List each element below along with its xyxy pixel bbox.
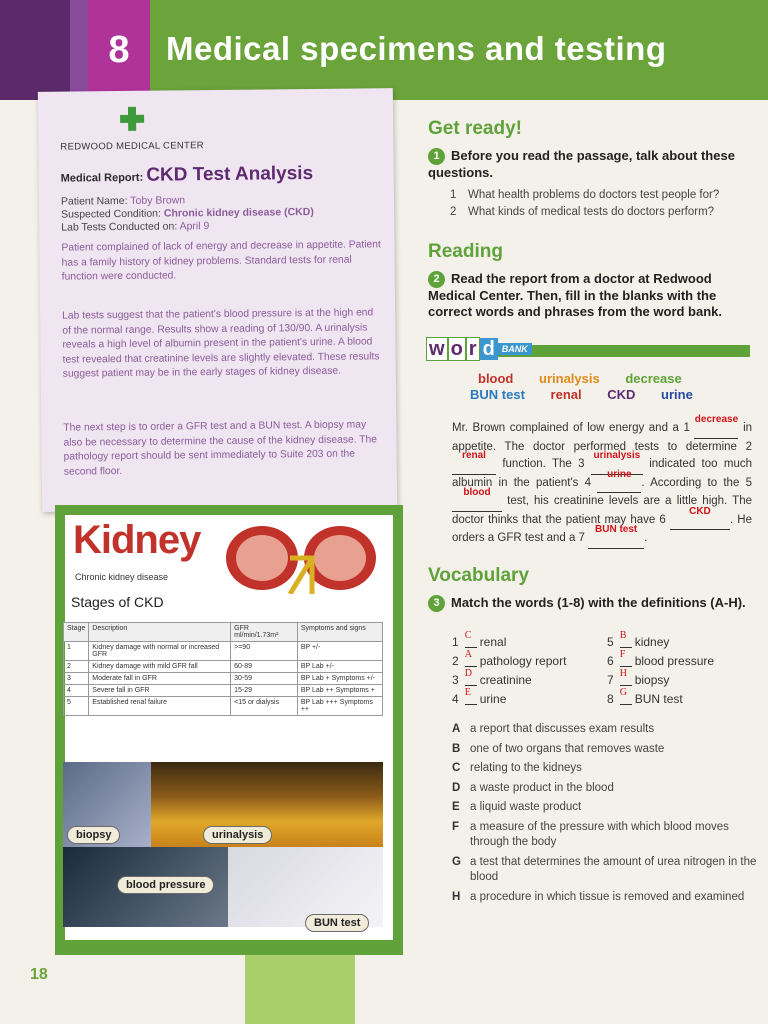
report-paragraph-1: Patient complained of lack of energy and decrease in appetite. Patient has a family history of kidney problems. Standard tests for renal function were conducted. — [61, 239, 381, 283]
vocabulary-section — [428, 565, 758, 612]
table-cell: Established renal failure — [89, 697, 231, 716]
kidney-panel-content — [55, 0, 403, 1024]
page-number: 18 — [30, 966, 48, 983]
table-header: Stage — [64, 623, 89, 642]
reading-passage: Mr. Brown complained of low energy and a 1 decrease in appetite. The doctor performed tests to determine 2 renal function. The 3 urinalysis indicated too much albumin in the patient's 4 urine . According to the 5 blood test, his creatinine levels are a little high. The doctor thinks that the patient may have 6 CKD . He orders a GFR test and a 7 BUN test . — [452, 420, 752, 549]
get-ready-questions — [450, 189, 758, 218]
table-cell: 5 — [64, 697, 89, 716]
definitions-list — [452, 722, 757, 909]
vocab-blank[interactable]: A — [465, 655, 477, 667]
question-3 — [428, 595, 758, 612]
table-header: Symptoms and signs — [297, 623, 382, 642]
medical-photos-collage — [63, 762, 383, 927]
stages-heading: Stages of CKD — [71, 594, 164, 610]
date-label: Lab Tests Conducted on: — [61, 220, 178, 234]
vocab-blank[interactable]: H — [620, 674, 632, 686]
wordbank-word: blood — [478, 371, 514, 386]
vocab-blank[interactable]: D — [465, 674, 477, 686]
table-header: GFR ml/min/1.73m² — [231, 623, 298, 642]
table-cell: 1 — [64, 642, 89, 661]
table-row — [64, 661, 383, 673]
blank-5[interactable]: blood — [452, 493, 502, 512]
urinalysis-tag: urinalysis — [203, 826, 272, 844]
definition-item: H a procedure in which tissue is removed and examined — [452, 890, 745, 903]
vocab-item: 1 C renal — [452, 630, 507, 649]
definition-item: B one of two organs that removes waste — [452, 742, 665, 755]
patient-value: Toby Brown — [130, 194, 186, 207]
biopsy-tag: biopsy — [67, 826, 120, 844]
definition-item: F a measure of the pressure with which blood moves through the body — [452, 820, 729, 848]
chapter-title: Medical specimens and testing — [166, 30, 667, 67]
definition-item: G a test that determines the amount of urea nitrogen in the blood — [452, 855, 757, 883]
definition-item: D a waste product in the blood — [452, 781, 614, 794]
table-cell: <15 or dialysis — [231, 697, 298, 716]
table-cell: Severe fall in GFR — [89, 685, 231, 697]
blank-7[interactable]: BUN test — [588, 530, 644, 549]
table-cell: 15-29 — [231, 685, 298, 697]
vocab-item: 3 D creatinine — [452, 668, 532, 687]
wordbank-word: decrease — [625, 371, 682, 386]
get-ready-section — [428, 118, 758, 223]
blank-2[interactable]: renal — [452, 456, 496, 475]
table-cell: BP Lab + Symptoms +/- — [297, 673, 382, 685]
definition-item: E a liquid waste product — [452, 801, 582, 813]
definition-item: C relating to the kidneys — [452, 762, 582, 774]
table-cell: BP Lab +++ Symptoms ++ — [297, 697, 382, 716]
condition-value: Chronic kidney disease (CKD) — [163, 205, 314, 220]
report-title-text: CKD Test Analysis — [146, 162, 314, 186]
ckd-stages-table — [63, 622, 383, 716]
vocab-blank[interactable]: E — [465, 693, 477, 705]
table-cell: >=90 — [231, 642, 298, 661]
question-number-2: 2 — [428, 271, 445, 288]
blank-3[interactable]: urinalysis — [591, 456, 643, 475]
vocab-item: 5 B kidney — [607, 630, 670, 649]
blank-4[interactable]: urine — [597, 475, 641, 494]
patient-label: Patient Name: — [60, 194, 128, 208]
get-ready-heading: Get ready! — [428, 118, 522, 139]
list-item: 2 What kinds of medical tests do doctors perform? — [450, 206, 715, 218]
question-1-text: Before you read the passage, talk about these questions. — [428, 148, 735, 180]
table-cell: Kidney damage with mild GFR fall — [89, 661, 231, 673]
kidney-title: Kidney — [73, 518, 201, 562]
table-row — [64, 697, 383, 716]
question-2 — [428, 271, 758, 320]
report-center-name: REDWOOD MEDICAL CENTER — [60, 140, 204, 153]
blank-6[interactable]: CKD — [670, 512, 730, 531]
table-cell: BP Lab +/- — [297, 661, 382, 673]
wordbank-word: CKD — [607, 387, 636, 402]
vocab-item: 7 H biopsy — [607, 668, 670, 687]
kidneys-illustration — [220, 522, 382, 594]
condition-label: Suspected Condition: — [61, 207, 161, 221]
table-cell: 30-59 — [231, 673, 298, 685]
question-number-3: 3 — [428, 595, 445, 612]
vocab-item: 6 F blood pressure — [607, 649, 715, 668]
vocab-item: 2 A pathology report — [452, 649, 567, 668]
question-3-text: Match the words (1-8) with the definitions (A-H). — [451, 595, 746, 610]
vocab-blank[interactable]: C — [465, 636, 477, 648]
date-value: April 9 — [179, 220, 210, 233]
table-cell: BP +/- — [297, 642, 382, 661]
table-cell: 60-89 — [231, 661, 298, 673]
question-number-1: 1 — [428, 148, 445, 165]
report-label: Medical Report: — [60, 171, 144, 185]
reading-heading: Reading — [428, 241, 503, 262]
chapter-number: 8 — [108, 28, 130, 71]
vocab-item: 8 G BUN test — [607, 687, 683, 706]
wordbank-row-2 — [470, 387, 693, 402]
wordbank-word: urinalysis — [539, 371, 600, 386]
question-2-text: Read the report from a doctor at Redwood Medical Center. Then, fill in the blanks with the correct words and phrases from the word bank. — [428, 271, 723, 319]
vocabulary-heading: Vocabulary — [428, 565, 530, 586]
table-row — [64, 673, 383, 685]
table-cell: 3 — [64, 673, 89, 685]
bun-test-tag: BUN test — [305, 914, 369, 932]
kidney-subtitle: Chronic kidney disease — [75, 572, 169, 582]
vocab-blank[interactable]: G — [620, 693, 632, 705]
reading-section — [428, 241, 758, 320]
wordbank-word: renal — [550, 387, 582, 402]
table-cell: Kidney damage with normal or increased GFR — [89, 642, 231, 661]
wordbank-word: urine — [661, 387, 693, 402]
table-header: Description — [89, 623, 231, 642]
blood-pressure-tag: blood pressure — [117, 876, 214, 894]
table-cell: 4 — [64, 685, 89, 697]
report-paragraph-3: The next step is to order a GFR test and a BUN test. A biopsy may also be necessary to determine the cause of the kidney disease. The pathology report should be sent immediately to Suite 203 on the second floor. — [63, 419, 378, 478]
table-cell: Moderate fall in GFR — [89, 673, 231, 685]
table-row — [64, 685, 383, 697]
wordbank-row-1 — [478, 371, 682, 386]
table-row — [64, 642, 383, 661]
table-header-row — [64, 623, 383, 642]
vocab-blank[interactable]: F — [620, 655, 632, 667]
definition-item: A a report that discusses exam results — [452, 723, 655, 735]
table-cell: 2 — [64, 661, 89, 673]
wordbank-word: BUN test — [470, 387, 525, 402]
vocab-blank[interactable]: B — [620, 636, 632, 648]
wordbank-logo: w o r d BANK — [426, 338, 532, 361]
blank-1[interactable]: decrease — [694, 420, 738, 439]
table-cell: BP Lab ++ Symptoms + — [297, 685, 382, 697]
vocab-item: 4 E urine — [452, 687, 507, 706]
report-paragraph-2: Lab tests suggest that the patient's blood pressure is at the high end of the normal range. Results show a reading of 130/90. A urinalysis reveals a high level of albumin present in the patient's urine. A blood test revealed that creatinine levels are slightly elevated. These results suggest patient may be in the early stages of kidney disease. — [62, 307, 380, 380]
list-item: 1 What health problems do doctors test people for? — [450, 189, 720, 201]
footer-green-block — [245, 955, 355, 1024]
question-1 — [428, 148, 758, 181]
